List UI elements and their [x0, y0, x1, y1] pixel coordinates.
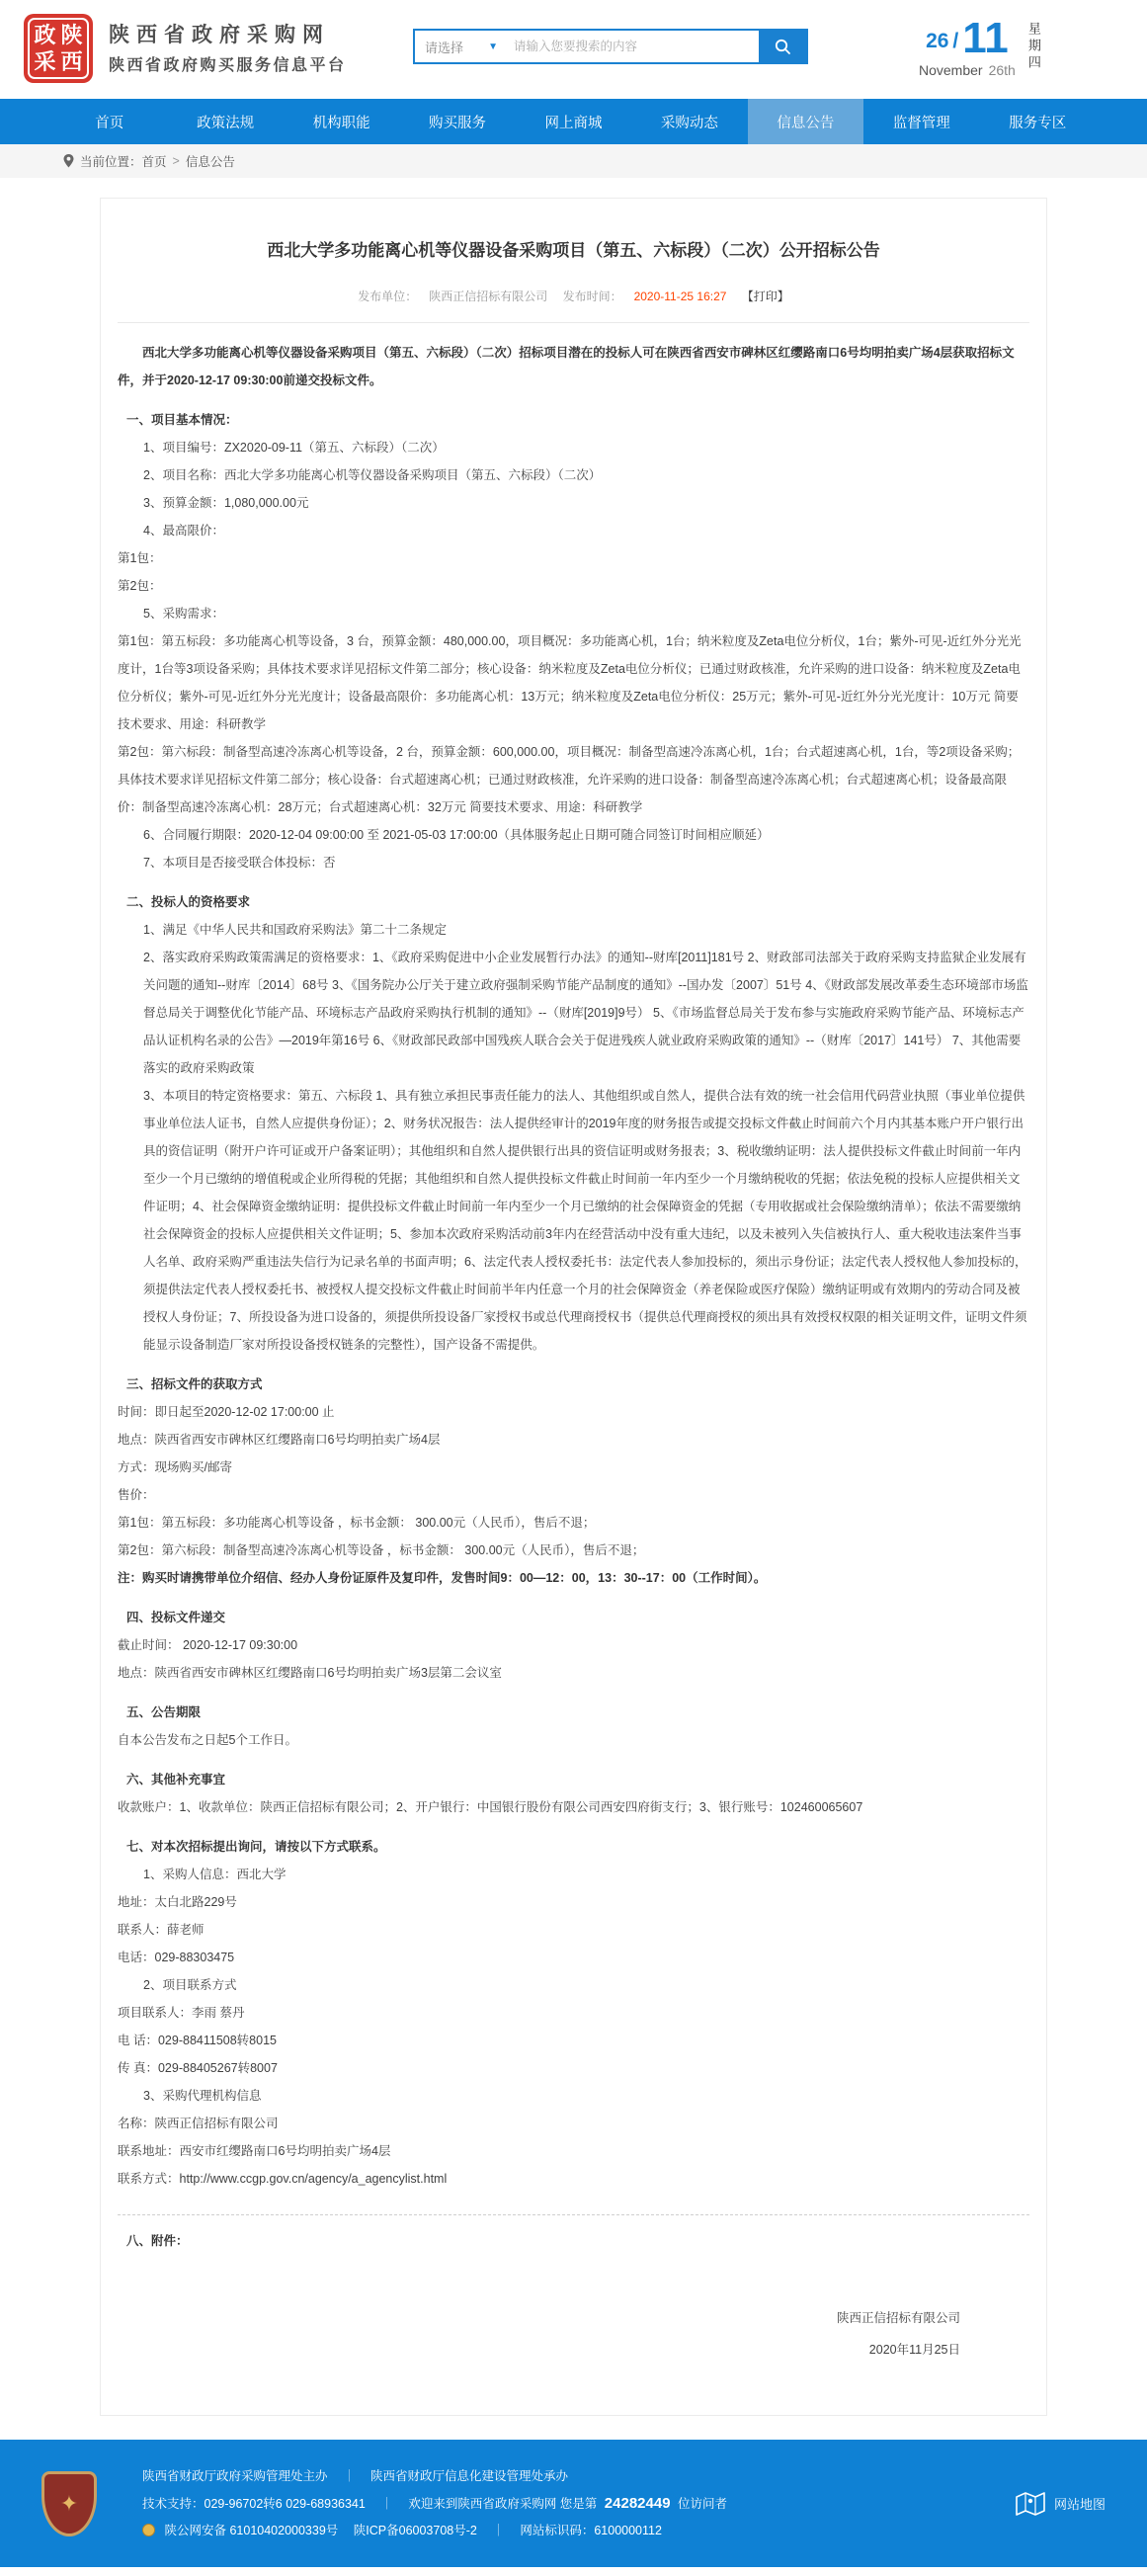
- article-paragraph: 1、满足《中华人民共和国政府采购法》第二十二条规定: [143, 922, 447, 937]
- sitemap-link[interactable]: [1015, 2490, 1106, 2518]
- breadcrumb-prefix: 当前位置：: [80, 155, 142, 169]
- section-heading: 一、项目基本情况：: [126, 412, 238, 427]
- search-input[interactable]: [506, 31, 759, 62]
- date-day: 26: [926, 30, 949, 53]
- article-paragraph: 西北大学多功能离心机等仪器设备采购项目（第五、六标段）（二次）招标项目潜在的投标人可在陕西省西安市碑林区红缨路南口6号均明拍卖广场4层获取招标文件，并于2020-12-17 09:30:00前递交投标文件。: [118, 345, 1015, 387]
- nav-item-purchase-services[interactable]: 购买服务: [429, 115, 487, 131]
- footer-line-1: [142, 2463, 727, 2490]
- search-button[interactable]: [759, 31, 806, 62]
- print-button[interactable]: 【打印】: [741, 289, 789, 303]
- section-heading: 五、公告期限: [126, 1704, 202, 1719]
- footer-site-id: 网站标识码：6100000112: [520, 2523, 662, 2537]
- article-paragraph: 2、落实政府采购政策需满足的资格要求：1、《政府采购促进中小企业发展暂行办法》的通知--财库[2011]181号 2、财政部司法部关于政府采购支持监狱企业发展有关问题的通知--财库〔2014〕68号 3、《国务院办公厅关于建立政府强制采购节能产品制度的通知》--国办发〔2007〕51号 4、《财政部发展改革委生态环境部市场监督总局关于调整优化节能产品、环境标志产品政府采购执行机制的通知》--（财库[2019]9号） 5、《市场监督总局关于发布参与实施政府采购节能产品、环境标志产品认证机构名录的公告》—2019年第16号 6、《财政部民政部中国残疾人联合会关于促进残疾人就业政府采购政策的通知》--（财库〔2017〕141号） 7、其他需要落实的政府采购政策: [143, 950, 1028, 1075]
- section-heading: 四、投标文件递交: [126, 1610, 226, 1624]
- site-header: [0, 0, 1147, 99]
- footer-line-3: [142, 2518, 727, 2544]
- footer-separator: ｜: [380, 2496, 393, 2511]
- article-paragraph: 3、本项目的特定资格要求：第五、六标段 1、具有独立承担民事责任能力的法人、其他组织或自然人，提供合法有效的统一社会信用代码营业执照（事业单位提供事业单位法人证书，自然人应提供身份证）；2、财务状况报告：法人提供经审计的2019年度的财务报告或提交投标文件截止时间前六个月内其基本账户开户银行出具的资信证明（附开户许可证或开户备案证明）；其他组织和自然人提供银行出具的资信证明或财务报表；3、税收缴纳证明：法人提供投标文件截止时间前一年内至少一个月已缴纳的增值税或企业所得税的凭据；其他组织和自然人提供投标文件截止时间前一年内至少一个月缴纳税收的凭据；依法免税的投标人应提供相关文件证明；4、社会保障资金缴纳证明：提供投标文件截止时间前一年内至少一个月已缴纳的社会保障资金的凭据（专用收据或社会保险缴纳清单）；依法不需要缴纳社会保障资金的投标人应提供相关文件证明；5、参加本次政府采购活动前3年内在经营活动中没有重大违纪，以及未被列入失信被执行人、重大税收违法案件当事人名单、政府采购严重违法失信行为记录名单的书面声明；6、法定代表人授权委托书：法定代表人参加投标的，须出示身份证；法定代表人授权他人参加投标的，须提供法定代表人授权委托书、被授权人提交投标文件截止时间前半年内任意一个月的社会保障资金（养老保险或医疗保险）缴纳证明或有效期内的劳动合同及被授权人身份证；7、所投设备为进口设备的，须提供所投设备厂家授权书或总代理商授权书（提供总代理商授权的须出具有效授权权限的相关证明文件，证明文件须能显示设备制造厂家对所投设备授权链条的完整性），国产设备不需提供。: [143, 1088, 1027, 1352]
- footer-security-record: 陕公网安备 61010402000339号: [164, 2523, 339, 2537]
- footer-tech-support: 技术支持：029-96702转6 029-68936341: [142, 2496, 366, 2511]
- article-paragraph: 地点：陕西省西安市碑林区红缨路南口6号均明拍卖广场4层: [118, 1432, 441, 1447]
- signature-date: 2020年11月25日: [868, 2342, 960, 2357]
- article-paragraph: 第1包：: [118, 550, 162, 565]
- logo-char: 政: [34, 22, 56, 47]
- logo-char: 陕: [60, 22, 83, 47]
- footer-welcome: 欢迎来到陕西省政府采购网 您是第: [408, 2496, 598, 2511]
- nav-item-supervision[interactable]: 监督管理: [892, 115, 950, 131]
- article-paragraph: 联系方式：http://www.ccgp.gov.cn/agency/a_agencylist.html: [118, 2171, 448, 2186]
- breadcrumb-separator: >: [172, 154, 180, 168]
- date-month-name: November: [919, 62, 983, 79]
- search-box: [413, 29, 808, 64]
- breadcrumb-home-link[interactable]: 首页: [141, 155, 167, 169]
- search-icon: [774, 38, 791, 55]
- supervision-shield-logo: [41, 2471, 97, 2536]
- article-paragraph: 6、合同履行期限：2020-12-04 09:00:00 至 2021-05-03 17:00:00（具体服务起止日期可随合同签订时间相应顺延）: [143, 827, 770, 842]
- article-paragraph: 自本公告发布之日起5个工作日。: [118, 1732, 297, 1747]
- article-paragraph: 注：购买时请携带单位介绍信、经办人身份证原件及复印件，发售时间9：00—12：00，13：30--17：00（工作时间）。: [118, 1570, 767, 1585]
- publisher-label: 发布单位：: [358, 289, 418, 303]
- nav-item-info-announcements[interactable]: 信息公告: [748, 99, 863, 144]
- article-paragraph: 3、采购代理机构信息: [143, 2088, 262, 2103]
- date-main: [919, 14, 1016, 79]
- section-heading: 三、招标文件的获取方式: [126, 1376, 263, 1391]
- article-paragraph: 截止时间： 2020-12-17 09:30:00: [118, 1637, 298, 1652]
- footer-separator: ｜: [343, 2468, 356, 2483]
- article-paragraph: 2、项目联系方式: [143, 1977, 237, 1992]
- site-subtitle: 陕西省政府购买服务信息平台: [109, 57, 347, 75]
- article-paragraph: 2、项目名称：西北大学多功能离心机等仪器设备采购项目（第五、六标段）（二次）: [143, 467, 602, 482]
- footer-co-organizer: 陕西省财政厅信息化建设管理处承办: [370, 2468, 569, 2483]
- footer-icp-record: 陕ICP备06003708号-2: [353, 2523, 477, 2537]
- date-weekday: 星期四: [1025, 22, 1041, 72]
- date-widget: [919, 14, 1041, 79]
- page-title: 西北大学多功能离心机等仪器设备采购项目（第五、六标段）（二次）公开招标公告: [267, 241, 880, 260]
- site-footer: [0, 2440, 1147, 2567]
- site-title: 陕西省政府采购网: [109, 23, 330, 46]
- nav-item-service-zone[interactable]: 服务专区: [1009, 115, 1067, 131]
- article-body: [118, 339, 1029, 2255]
- main-content: [0, 178, 1147, 2440]
- nav-item-policies[interactable]: 政策法规: [197, 115, 255, 131]
- footer-line-2: [142, 2490, 727, 2518]
- article-paragraph: 售价：: [118, 1487, 155, 1502]
- publish-time-value: 2020-11-25 16:27: [633, 289, 727, 303]
- article-paragraph: 7、本项目是否接受联合体投标：否: [143, 855, 336, 870]
- visitor-count: 24282449: [604, 2494, 671, 2512]
- nav-item-procurement-news[interactable]: 采购动态: [660, 115, 718, 131]
- signature-block: [118, 2302, 1029, 2366]
- article-paragraph: 名称：陕西正信招标有限公司: [118, 2116, 279, 2130]
- date-day-ordinal: 26th: [988, 62, 1016, 79]
- article-paragraph: 方式：现场购买/邮寄: [118, 1459, 232, 1474]
- section-heading: 二、投标人的资格要求: [126, 894, 251, 909]
- article-paragraph: 电 话：029-88411508转8015: [118, 2033, 277, 2047]
- date-slash: /: [952, 30, 959, 53]
- logo-char: 采: [34, 48, 56, 74]
- site-logo: [24, 14, 347, 83]
- dashed-divider: [118, 2214, 1029, 2215]
- article-paragraph: 地址：太白北路229号: [118, 1894, 237, 1909]
- publisher-value: 陕西正信招标有限公司: [429, 289, 548, 303]
- section-heading: 八、附件：: [126, 2233, 189, 2248]
- logo-char: 西: [60, 48, 83, 74]
- article-meta: [118, 288, 1029, 323]
- chevron-down-icon: ▼: [488, 41, 498, 52]
- shield-emblem-icon: ✦: [59, 2490, 79, 2516]
- article-paragraph: 第2包：: [118, 578, 162, 593]
- nav-item-functions[interactable]: 机构职能: [312, 115, 370, 131]
- breadcrumb: [0, 144, 1147, 178]
- article-paragraph: 收款账户：1、收款单位：陕西正信招标有限公司；2、开户银行：中国银行股份有限公司西安四府街支行；3、银行账号：102460065607: [118, 1799, 863, 1814]
- sitemap-label: 网站地图: [1053, 2497, 1106, 2512]
- logo-seal-icon: [24, 14, 93, 83]
- article-paragraph: 联系地址：西安市红缨路南口6号均明拍卖广场4层: [118, 2143, 391, 2158]
- publish-time-label: 发布时间：: [562, 289, 622, 303]
- police-badge-icon: [142, 2524, 155, 2536]
- nav-item-home[interactable]: 首页: [95, 115, 124, 131]
- location-pin-icon: [63, 154, 74, 168]
- footer-separator: ｜: [492, 2523, 505, 2537]
- footer-organizer: 陕西省财政厅政府采购管理处主办: [142, 2468, 328, 2483]
- article-paragraph: 第2包：第六标段：制备型高速冷冻离心机等设备 ，标书金额： 300.00元（人民币），售后不退；: [118, 1542, 645, 1557]
- article-paragraph: 联系人：薛老师: [118, 1922, 205, 1937]
- article-paragraph: 时间：即日起至2020-12-02 17:00:00 止: [118, 1404, 335, 1419]
- article-paragraph: 3、预算金额：1,080,000.00元: [143, 495, 309, 510]
- article-paragraph: 第2包：第六标段：制备型高速冷冻离心机等设备，2 台，预算金额：600,000.00，项目概况：制备型高速冷冻离心机，1台；台式超速离心机，1台，等2项设备采购；具体技术要求详见招标文件第二部分；核心设备：台式超速离心机；已通过财政核准，允许采购的进口设备：制备型高速冷冻离心机；台式超速离心机；设备最高限价：制备型高速冷冻离心机：28万元；台式超速离心机：32万元 简要技术要求、用途：科研教学: [118, 744, 1021, 814]
- main-nav: [0, 99, 1147, 144]
- article-paragraph: 项目联系人：李雨 蔡丹: [118, 2005, 245, 2020]
- article-paragraph: 第1包：第五标段：多功能离心机等设备 ，标书金额： 300.00元（人民币），售后不退；: [118, 1515, 596, 1530]
- announcement-card: [100, 198, 1047, 2416]
- article-paragraph: 1、采购人信息：西北大学: [143, 1867, 287, 1881]
- article-paragraph: 1、项目编号：ZX2020-09-11（第五、六标段）（二次）: [143, 440, 445, 455]
- search-category-select[interactable]: [415, 31, 506, 62]
- breadcrumb-current: 信息公告: [185, 155, 235, 169]
- section-heading: 六、其他补充事宜: [126, 1772, 226, 1787]
- article-paragraph: 电话：029-88303475: [118, 1950, 235, 1964]
- site-titles: [109, 22, 347, 75]
- article-paragraph: 5、采购需求：: [143, 606, 224, 621]
- sitemap-map-icon: [1015, 2490, 1046, 2518]
- footer-visitor-suffix: 位访问者: [678, 2496, 728, 2511]
- article-paragraph: 传 真：029-88405267转8007: [118, 2060, 278, 2075]
- article-paragraph: 4、最高限价：: [143, 523, 224, 538]
- footer-text-lines: [142, 2463, 727, 2544]
- nav-item-online-mall[interactable]: 网上商城: [544, 115, 603, 131]
- article-paragraph: 地点：陕西省西安市碑林区红缨路南口6号均明拍卖广场3层第二会议室: [118, 1665, 502, 1680]
- signature-company: 陕西正信招标有限公司: [836, 2310, 960, 2325]
- search-select-label: 请选择: [425, 40, 464, 55]
- article-paragraph: 第1包：第五标段：多功能离心机等设备，3 台，预算金额：480,000.00，项目概况：多功能离心机，1台；纳米粒度及Zeta电位分析仪，1台；紫外-可见-近红外分光光度计，1台等3项设备采购；具体技术要求详见招标文件第二部分；核心设备：纳米粒度及Zeta电位分析仪；已通过财政核准，允许采购的进口设备：纳米粒度及Zeta电位分析仪；紫外-可见-近红外分光光度计；设备最高限价：多功能离心机：13万元；纳米粒度及Zeta电位分析仪：25万元；紫外-可见-近红外分光光度计：10万元 简要技术要求、用途：科研教学: [118, 633, 1022, 731]
- date-month: 11: [962, 14, 1009, 62]
- section-heading: 七、对本次招标提出询问，请按以下方式联系。: [126, 1839, 386, 1854]
